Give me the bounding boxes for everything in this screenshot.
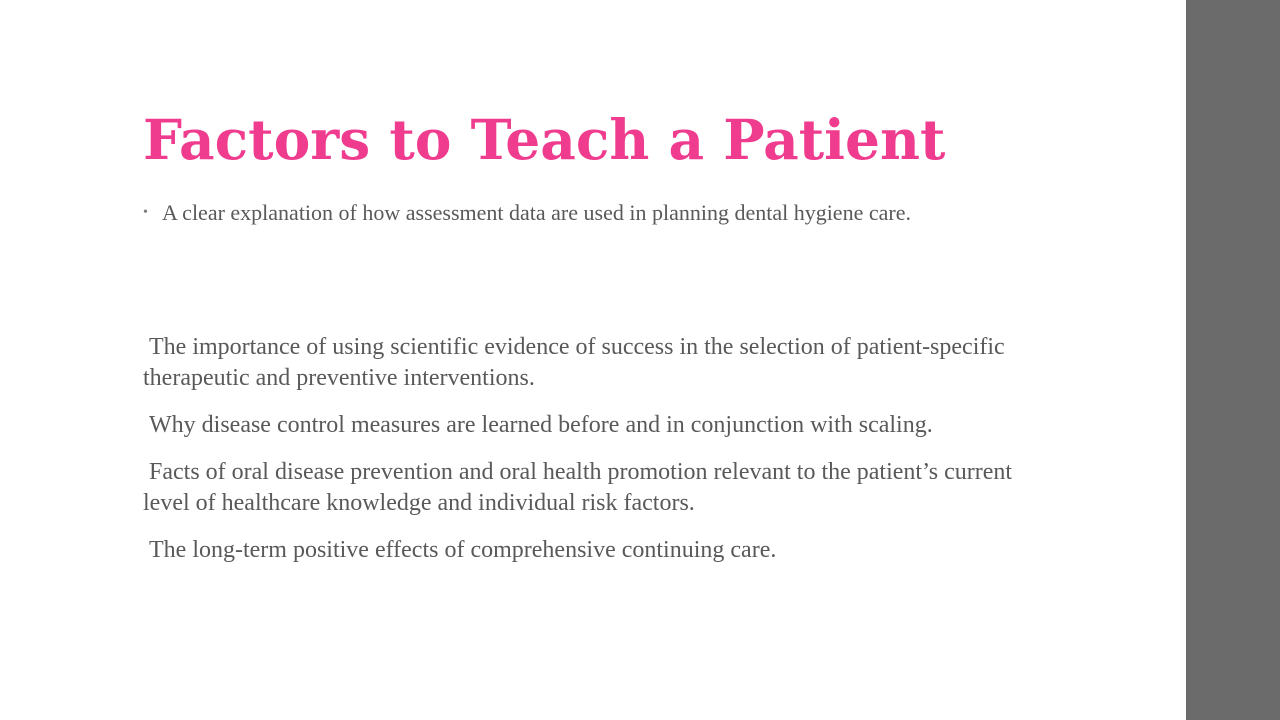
bullet-text: A clear explanation of how assessment data are used in planning dental hygiene care. bbox=[162, 200, 911, 225]
paragraph-scientific-evidence: The importance of using scientific evidence of success in the selection of patient-specific therapeutic and preventive interventions. bbox=[143, 334, 1005, 391]
bullet-item bbox=[143, 198, 1023, 228]
paragraph-oral-disease-prevention: Facts of oral disease prevention and oral health promotion relevant to the patient’s current level of healthcare knowledge and individual risk factors. bbox=[143, 459, 1013, 516]
body-paragraphs bbox=[143, 332, 1028, 582]
side-accent-bar bbox=[1186, 0, 1280, 720]
paragraph-continuing-care: The long-term positive effects of comprehensive continuing care. bbox=[149, 537, 777, 563]
bullet-marker: • bbox=[143, 205, 148, 220]
bullet-list bbox=[143, 198, 1023, 228]
slide-title: Factors to Teach a Patient bbox=[143, 107, 946, 172]
paragraph-disease-control: Why disease control measures are learned before and in conjunction with scaling. bbox=[149, 412, 933, 438]
